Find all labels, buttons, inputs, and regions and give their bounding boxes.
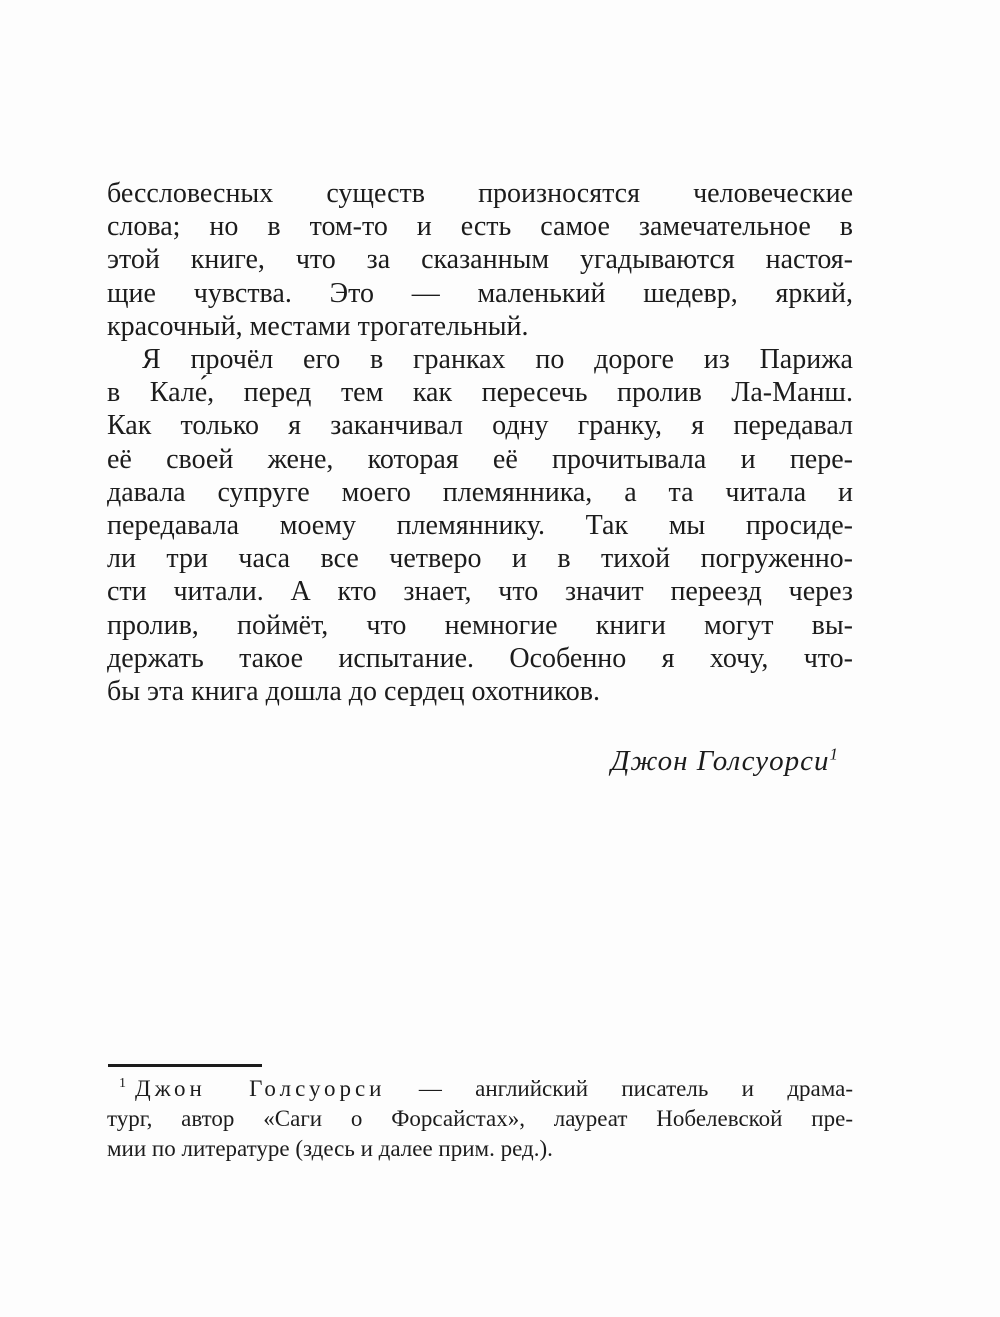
footnote-line: тург, автор «Саги о Форсайстах», лауреат Нобелевской пре- bbox=[107, 1106, 853, 1131]
paragraph-2 bbox=[107, 343, 853, 708]
author-signature bbox=[107, 744, 853, 778]
text-line: пролив, поймёт, что немногие книги могут вы- bbox=[107, 609, 853, 641]
footnote-line bbox=[107, 1074, 853, 1104]
footnote-text-segment: — английский писатель и драма- bbox=[385, 1076, 853, 1101]
footnote-divider-rule bbox=[108, 1064, 262, 1067]
text-line: её своей жене, которая её прочитывала и пере- bbox=[107, 443, 853, 475]
text-line: красочный, местами трогательный. bbox=[107, 310, 529, 342]
text-line: этой книге, что за сказанным угадываются настоя- bbox=[107, 244, 853, 276]
text-line: слова; но в том-то и есть самое замечательное в bbox=[107, 211, 853, 243]
text-line: бы эта книга дошла до сердец охотников. bbox=[107, 676, 600, 708]
text-line: передавала моему племяннику. Так мы просиде- bbox=[107, 510, 853, 542]
footnote-author-name: Джон Голсуорси bbox=[135, 1076, 386, 1101]
text-line: щие чувства. Это — маленький шедевр, яркий, bbox=[107, 277, 853, 309]
text-line: Как только я заканчивал одну гранку, я передавал bbox=[107, 410, 853, 442]
paragraph-1 bbox=[107, 177, 853, 343]
footnote-marker: 1 bbox=[119, 1076, 126, 1092]
text-line: в Кале́, перед тем как пересечь пролив Ла-Манш. bbox=[107, 377, 853, 409]
footnote-line: мии по литературе (здесь и далее прим. ред.). bbox=[107, 1136, 553, 1161]
text-line: бессловесных существ произносятся человеческие bbox=[107, 178, 853, 209]
author-name: Джон Голсуорси bbox=[610, 745, 830, 777]
footnote-reference: 1 bbox=[829, 744, 839, 764]
text-line: давала супруге моего племянника, а та читала и bbox=[107, 476, 853, 508]
main-text-block bbox=[107, 177, 853, 708]
text-line: Я прочёл его в гранках по дороге из Парижа bbox=[142, 344, 853, 376]
text-line: сти читали. А кто знает, что значит переезд через bbox=[107, 576, 853, 608]
text-line: держать такое испытание. Особенно я хочу, что- bbox=[107, 642, 853, 674]
footnote-block bbox=[107, 1064, 853, 1164]
text-line: ли три часа все четверо и в тихой погруженно- bbox=[107, 543, 853, 575]
